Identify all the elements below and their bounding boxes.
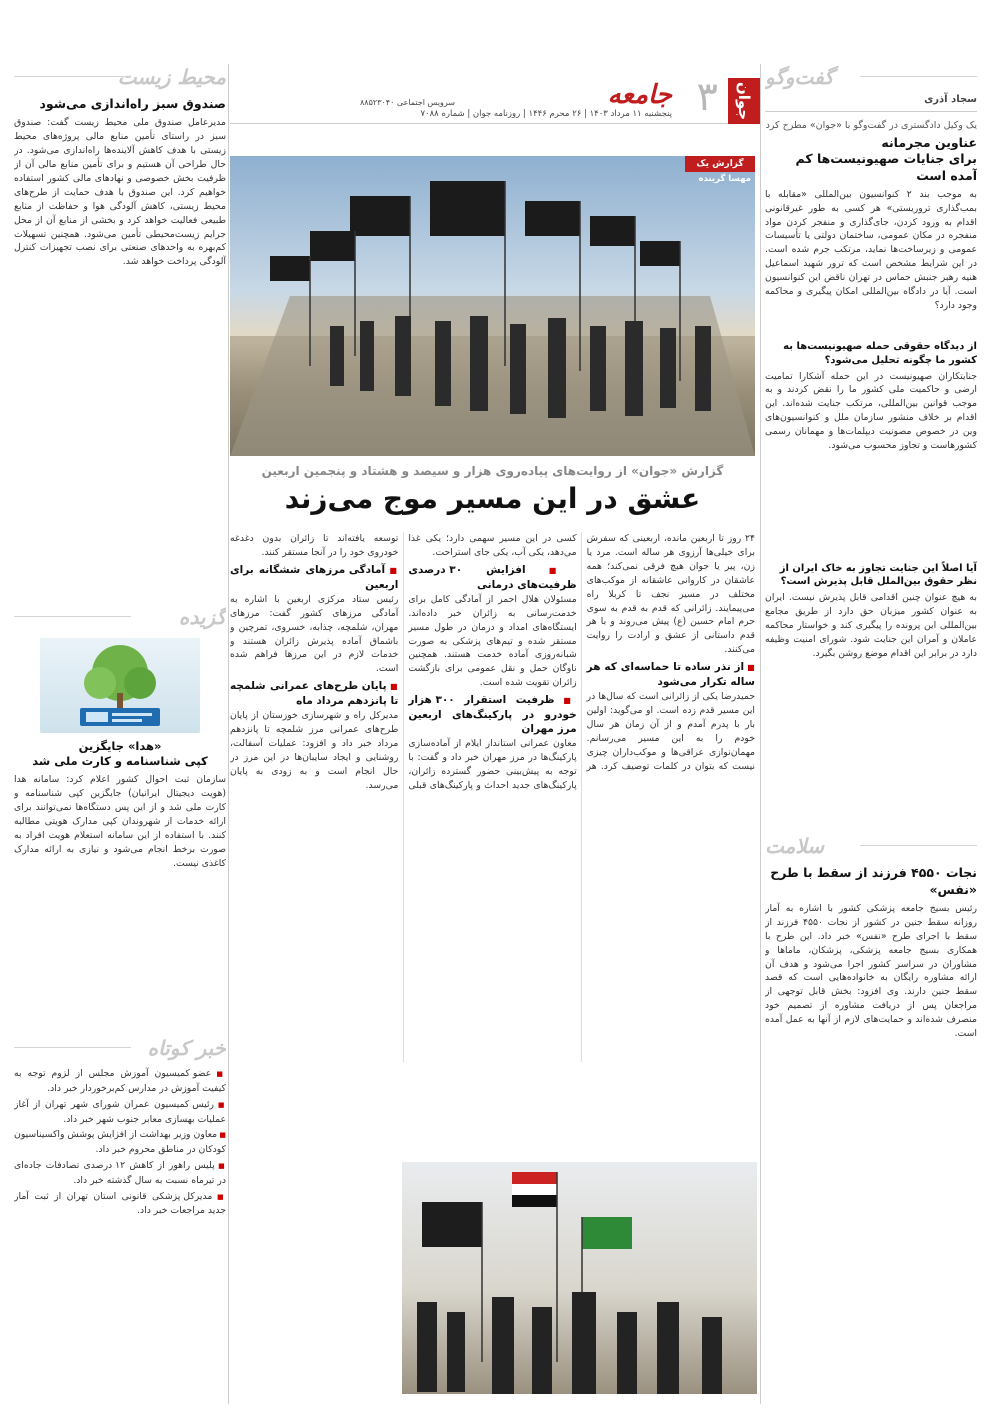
secondary-photo bbox=[402, 1162, 757, 1394]
section-heading-health: سلامت bbox=[765, 833, 977, 859]
byline: سجاد آذری bbox=[924, 94, 977, 105]
question-2: آیا اصلاً این جنایت تجاوز به خاک ایران از نظر حقوق بین‌الملل قابل پذیرش است؟ bbox=[779, 562, 977, 588]
story-columns bbox=[230, 532, 755, 1062]
story-subhead-2: ■ افزایش ۳۰ درصدی ظرفیت‌های درمانی bbox=[408, 563, 576, 592]
story-subhead-3: ■ ظرفیت استقرار ۳۰۰ هزار خودرو در پارکینگ‌های اربعین مرز مهران bbox=[408, 693, 576, 736]
column-divider bbox=[228, 64, 229, 1404]
story-paragraph-f: مدیرکل راه و شهرسازی خوزستان از پایان طرح‌های عمرانی مرز شلمچه تا پانزدهم مرداد خبر داد و افزود: عملیات آسفالت، روشنایی و ایجاد سایبان‌ها در این مرز در حال انجام است و به زودی به پایان می‌رسد. bbox=[230, 710, 399, 791]
story-kicker: گزارش «جوان» از روایت‌های پیاده‌روی هزار و سیصد و هشتاد و پنجمین اربعین bbox=[261, 464, 724, 478]
lead: یک وکیل دادگستری در گفت‌وگو با «جوان» مطرح کرد bbox=[765, 120, 977, 131]
story-subhead-1: ■ از نذر ساده تا حماسه‌ای که هر ساله تکرار می‌شود bbox=[587, 660, 755, 689]
health-body: رئیس بسیج جامعه پزشکی کشور با اشاره به آمار روزانه سقط جنین در کشور از نجات ۴۵۵۰ فرزند از سقط با اجرای طرح «نفس» خبر داد. این طرح با همکاری بسیج جامعه پزشکی، پزشکان، ماماها و مشاوران در سراسر کشور اجرا می‌شود و هدف آن ارائه مشاوره رایگان به خانواده‌هایی است که قصد سقط جنین دارند. وی افزود: بخش قابل توجهی از مراجعان پس از دریافت مشاوره از تصمیم خود منصرف شده‌اند و حمایت‌های لازم از آنها به عمل آمده است. bbox=[765, 902, 977, 1040]
pilgrims-illustration bbox=[230, 156, 755, 456]
story-paragraph-d: معاون عمرانی استاندار ایلام از آماده‌سازی پارکینگ‌ها در مرز مهران خبر داد و گفت: با توجه به پیش‌بینی حضور گسترده زائران، پارکینگ‌های جدید احداث و پارکینگ‌های قبلی توسعه یافته‌اند تا زائران بدون دغدغه خودروی خود را در آنجا مستقر کنند. bbox=[230, 533, 577, 791]
news-list bbox=[14, 1067, 226, 1218]
answer-2: به هیچ عنوان چنین اقدامی قابل پذیرش نیست. ایران به عنوان کشور میزبان حق دارد از طریق مجامع بین‌المللی این پرونده را پیگیری کند و خواستار محاکمه عاملان و آمران این جنایت شود. شورای امنیت وظیفه دارد در برابر این اقدام موضع روشن بگیرد. bbox=[765, 592, 977, 659]
section-heading-interview: گفت‌وگو bbox=[765, 64, 977, 90]
right-column bbox=[765, 64, 977, 1404]
news-item: ■ رئیس کمیسیون عمران شورای شهر تهران از آغاز عملیات بهسازی معابر جنوب شهر خبر داد. bbox=[14, 1098, 226, 1127]
hoda-body: سازمان ثبت احوال کشور اعلام کرد: سامانه هدا (هویت دیجیتال ایرانیان) جایگزین کپی شناسنامه و کارت ملی شد و از این پس دستگاه‌ها نمی‌توانند برای ارائه خدمات از شهروندان کپی مدارک هویتی مطالبه کنند. با استفاده از این سامانه استعلام هویت افراد به صورت برخط انجام می‌شود و نیازی به ارائه مدارک کاغذی نیست. bbox=[14, 774, 226, 869]
article-title-line-1: عناوین مجرمانه bbox=[881, 135, 977, 150]
section-heading-environment: محیط زیست bbox=[14, 64, 226, 90]
hoda-illustration bbox=[40, 638, 200, 733]
health-title: نجات ۴۵۵۰ فرزند از سقط با طرح «نفس» bbox=[770, 865, 977, 897]
brand-name: جوان bbox=[735, 81, 753, 121]
page-number: ۳ bbox=[696, 74, 718, 120]
question-1: از دیدگاه حقوقی حمله صهیونیست‌ها به کشور ما چگونه تحلیل می‌شود؟ bbox=[783, 340, 977, 366]
story-paragraph-e: رئیس ستاد مرکزی اربعین با اشاره به آمادگی مرزهای کشور گفت: مرزهای مهران، شلمچه، چذابه، خسروی، تمرچین و باشماق آماده پذیرش زائران هستند و خدمات لازم در این مرزها فراهم شده است. bbox=[230, 593, 399, 675]
answer-1: جنایتکاران صهیونیست در این حمله آشکارا تمامیت ارضی و حاکمیت ملی کشور ما را نقض کردند و به موجب قوانین بین‌المللی، مرتکب جنایت شده‌اند. این اقدام بر خلاف منشور سازمان ملل و کنوانسیون‌های وین در خصوص مصونیت دیپلمات‌ها و مهمانان رسمی کشورهاست و تجاوز محسوب می‌شود. bbox=[765, 370, 977, 452]
news-item: ■ پلیس راهور از کاهش ۱۲ درصدی تصادفات جاده‌ای در تیرماه نسبت به سال گذشته خبر داد. bbox=[14, 1159, 226, 1188]
article-title-line-2: برای جنایات صهیونیست‌ها کم آمده است bbox=[795, 151, 977, 183]
story-paragraph-c: مسئولان هلال احمر از آمادگی کامل برای خدمت‌رسانی به زائران خبر داده‌اند. ایستگاه‌های امداد و درمان در طول مسیر مستقر شده و تیم‌های پزشکی به صورت شبانه‌روزی آماده خدمت هستند. همچنین ناوگان حمل و نقل عمومی برای بازگشت زائران تقویت شده است. bbox=[408, 593, 577, 689]
environment-title: صندوق سبز راه‌اندازی می‌شود bbox=[39, 96, 226, 111]
march-illustration bbox=[402, 1162, 757, 1394]
main-photo bbox=[230, 156, 755, 456]
issue-info: پنجشنبه ۱۱ مرداد ۱۴۰۳ | ۲۶ محرم ۱۴۴۶ | روزنامه جوان | شماره ۷۰۸۸ bbox=[420, 109, 672, 119]
column-divider bbox=[760, 64, 761, 1404]
news-item: ■ مدیرکل پزشکی قانونی استان تهران از ثبت آمار جدید مراجعات خبر داد. bbox=[14, 1190, 226, 1219]
hoda-title-1: «هدا» جایگزین bbox=[78, 739, 162, 754]
story-subhead-5: ■ پایان طرح‌های عمرانی شلمچه تا پانزدهم مرداد ماه bbox=[230, 679, 398, 708]
section-heading-brief: خبر کوتاه bbox=[14, 1035, 226, 1061]
hoda-title-2: کپی شناسنامه و کارت ملی شد bbox=[32, 754, 208, 769]
section-heading-selection: گزیده bbox=[14, 604, 226, 630]
news-item: ■ عضو کمیسیون آموزش مجلس از لزوم توجه به کیفیت آموزش در مدارس کم‌برخوردار خبر داد. bbox=[14, 1067, 226, 1096]
photographer-credit: مهسا گرینده bbox=[698, 174, 751, 184]
environment-body: مدیرعامل صندوق ملی محیط زیست گفت: صندوق سبز در راستای تأمین منابع مالی پروژه‌های محیط زیستی با هدف کاهش آلاینده‌ها راه‌اندازی می‌شود. در حال طراحی آن هستیم و برای تأمین منابع مالی آن از ظرفیت بخش خصوصی و نهادهای مالی کشور استفاده خواهیم کرد. این صندوق با هدف حمایت از طرح‌های محیط زیستی، کاهش آلودگی هوا و حفاظت از منابع طبیعی فعالیت خواهد کرد و بخشی از منابع آن از محل جرایم زیست‌محیطی تأمین می‌شود. همچنین تسهیلات کم‌بهره به واحدهای صنعتی برای نصب تجهیزات کنترل آلودگی پرداخت خواهد شد. bbox=[14, 117, 226, 268]
story-subhead-4: ■ آمادگی مرزهای ششگانه برای اربعین bbox=[230, 563, 398, 592]
story-paragraph-b: حمیدرضا یکی از زائرانی است که سال‌ها در این مسیر قدم زده است. او می‌گوید: اولین بار با پدرم آمدم و از آن زمان هر سال خودم را به این مسیر می‌رسانم. مهمان‌نوازی عراقی‌ها و موکب‌داران چیزی نیست که بتوان در کلمات توصیف کرد. هر کسی در این مسیر سهمی دارد؛ یکی غذا می‌دهد، یکی آب، یکی جای استراحت. bbox=[408, 533, 755, 772]
story-headline: عشق در این مسیر موج می‌زند bbox=[284, 482, 701, 515]
section-title: جامعه bbox=[607, 80, 672, 110]
brand-logo bbox=[728, 78, 760, 124]
story-paragraph-a: ۲۴ روز تا اربعین مانده، اربعینی که سفرش برای خیلی‌ها آرزوی هر ساله است. مرد یا زن، پیر یا جوان هیچ فرقی نمی‌کند؛ همه عاشقان در کاروانی عاشقانه از موکب‌های مختلف در مسیر نجف تا کربلا راه می‌پیمایند. زائرانی که قدم به قدم به سوی حرم امام حسین (ع) پیش می‌روند و با هر قدم داستانی از عشق و ارادت را روایت می‌کنند. bbox=[586, 533, 755, 656]
masthead bbox=[230, 74, 760, 124]
left-column bbox=[14, 64, 226, 1404]
news-item: ■ معاون وزیر بهداشت از افزایش پوشش واکسیناسیون کودکان در مناطق محروم خبر داد. bbox=[14, 1128, 226, 1157]
service-info: سرویس اجتماعی ۸۸۵۲۳۰۴۰ bbox=[360, 98, 455, 107]
report-badge: گزارش یک bbox=[685, 156, 755, 172]
divider bbox=[765, 111, 977, 112]
article-intro: به موجب بند ۲ کنوانسیون بین‌المللی «مقابله با بمب‌گذاری تروریستی» هر کسی به طور غیرقانونی اقدام به ورود کردن، جای‌گذاری و منفجر کردن مواد منفجره در مکان عمومی، ساختمان دولتی یا تأسیسات عمومی و زیرساخت‌ها نماید، مرتکب جرم شده است. در این شرایط مشخص است که ترور شهید اسماعیل هنیه رهبر جنبش حماس در تهران ناقض این کنوانسیون است. آیا در دادگاه بین‌المللی امکان پیگیری و محاکمه وجود دارد؟ bbox=[765, 188, 977, 311]
